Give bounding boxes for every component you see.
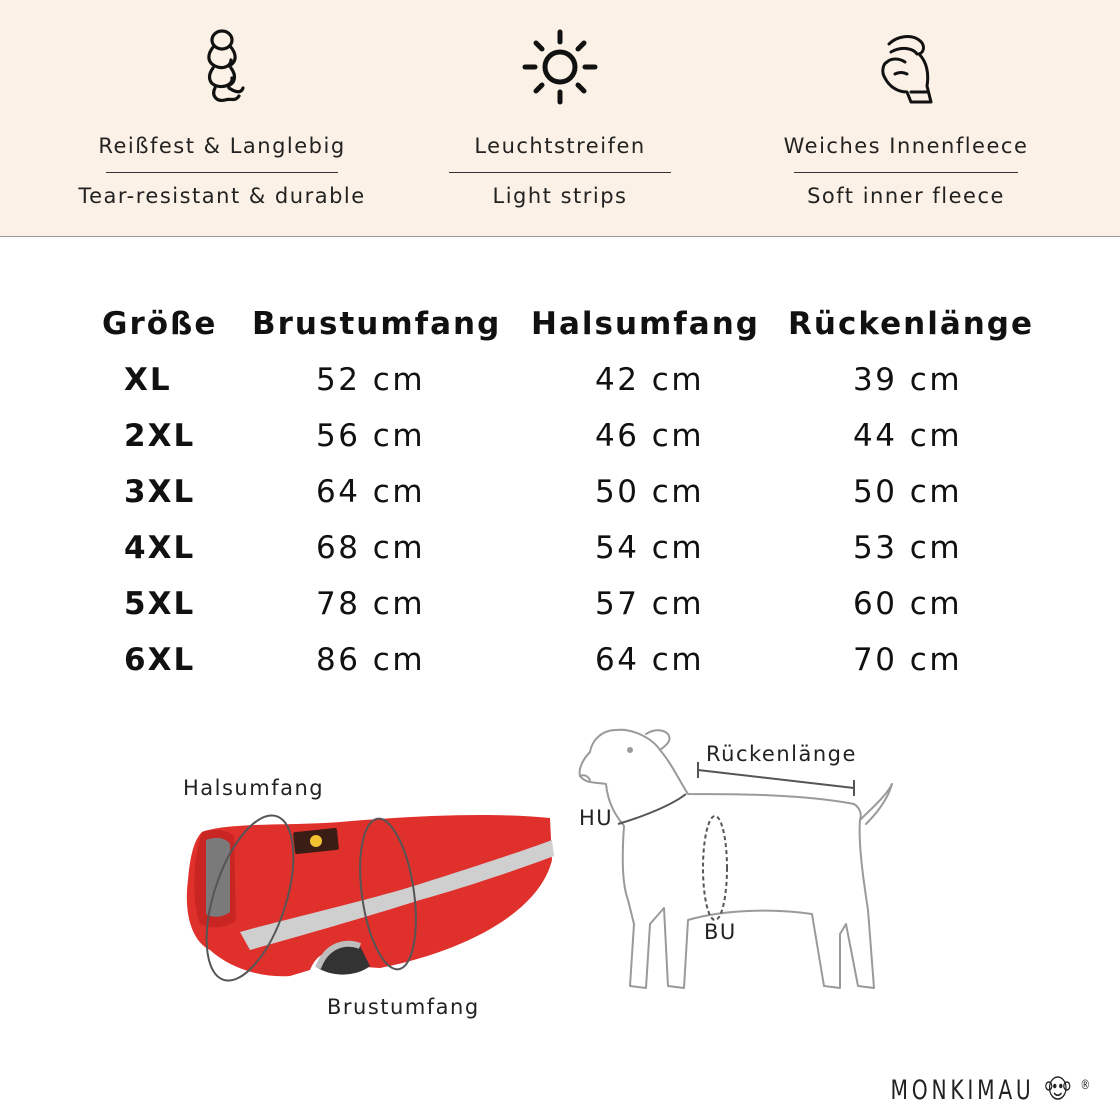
feature-soft-fleece	[756, 0, 1056, 236]
hand-pinch-icon	[861, 22, 951, 112]
neck-cell: 50 cm	[595, 474, 705, 510]
feature-tear-resistant	[72, 0, 372, 236]
back-cell: 70 cm	[853, 642, 963, 678]
chest-cell: 78 cm	[316, 586, 426, 622]
neck-cell: 54 cm	[595, 530, 705, 566]
back-cell: 44 cm	[853, 418, 963, 454]
back-cell: 60 cm	[853, 586, 963, 622]
dog-chest-label: BU	[704, 920, 737, 944]
feature-divider	[106, 172, 338, 173]
neck-cell: 64 cm	[595, 642, 705, 678]
chest-cell: 56 cm	[316, 418, 426, 454]
neck-cell: 46 cm	[595, 418, 705, 454]
coat-neck-label: Halsumfang	[183, 776, 325, 800]
brand-logo	[890, 1073, 1090, 1106]
dog-coat-illustration	[170, 800, 570, 1000]
monkey-face-icon	[1045, 1073, 1071, 1103]
size-cell: 4XL	[124, 530, 196, 566]
chest-cell: 68 cm	[316, 530, 426, 566]
dog-back-label: Rückenlänge	[706, 742, 857, 766]
feature-label-en: Tear-resistant & durable	[78, 184, 366, 208]
back-cell: 50 cm	[853, 474, 963, 510]
header-size: Größe	[102, 306, 218, 342]
size-cell: 3XL	[124, 474, 196, 510]
feature-divider	[794, 172, 1018, 173]
sun-icon	[515, 22, 605, 112]
size-cell: XL	[124, 362, 172, 398]
registered-mark: ®	[1080, 1078, 1090, 1093]
back-cell: 39 cm	[853, 362, 963, 398]
header-neck: Halsumfang	[531, 306, 760, 342]
neck-cell: 57 cm	[595, 586, 705, 622]
chest-cell: 86 cm	[316, 642, 426, 678]
chest-cell: 52 cm	[316, 362, 426, 398]
chest-cell: 64 cm	[316, 474, 426, 510]
dog-neck-label: HU	[579, 806, 614, 830]
features-band	[0, 0, 1120, 237]
feature-divider	[449, 172, 671, 173]
feature-label-en: Light strips	[492, 184, 628, 208]
feature-label-de: Reißfest & Langlebig	[98, 134, 346, 158]
feature-label-de: Weiches Innenfleece	[783, 134, 1029, 158]
feature-label-en: Soft inner fleece	[807, 184, 1005, 208]
feature-light-strips	[410, 0, 710, 236]
size-cell: 6XL	[124, 642, 196, 678]
neck-cell: 42 cm	[595, 362, 705, 398]
size-cell: 2XL	[124, 418, 196, 454]
feature-label-de: Leuchtstreifen	[474, 134, 646, 158]
back-cell: 53 cm	[853, 530, 963, 566]
rope-icon	[177, 22, 267, 112]
header-chest: Brustumfang	[252, 306, 502, 342]
coat-chest-label: Brustumfang	[327, 995, 480, 1019]
header-back: Rückenlänge	[788, 306, 1035, 342]
size-cell: 5XL	[124, 586, 196, 622]
brand-name: MONKIMAU	[890, 1075, 1035, 1106]
dog-outline-illustration	[572, 724, 902, 1014]
